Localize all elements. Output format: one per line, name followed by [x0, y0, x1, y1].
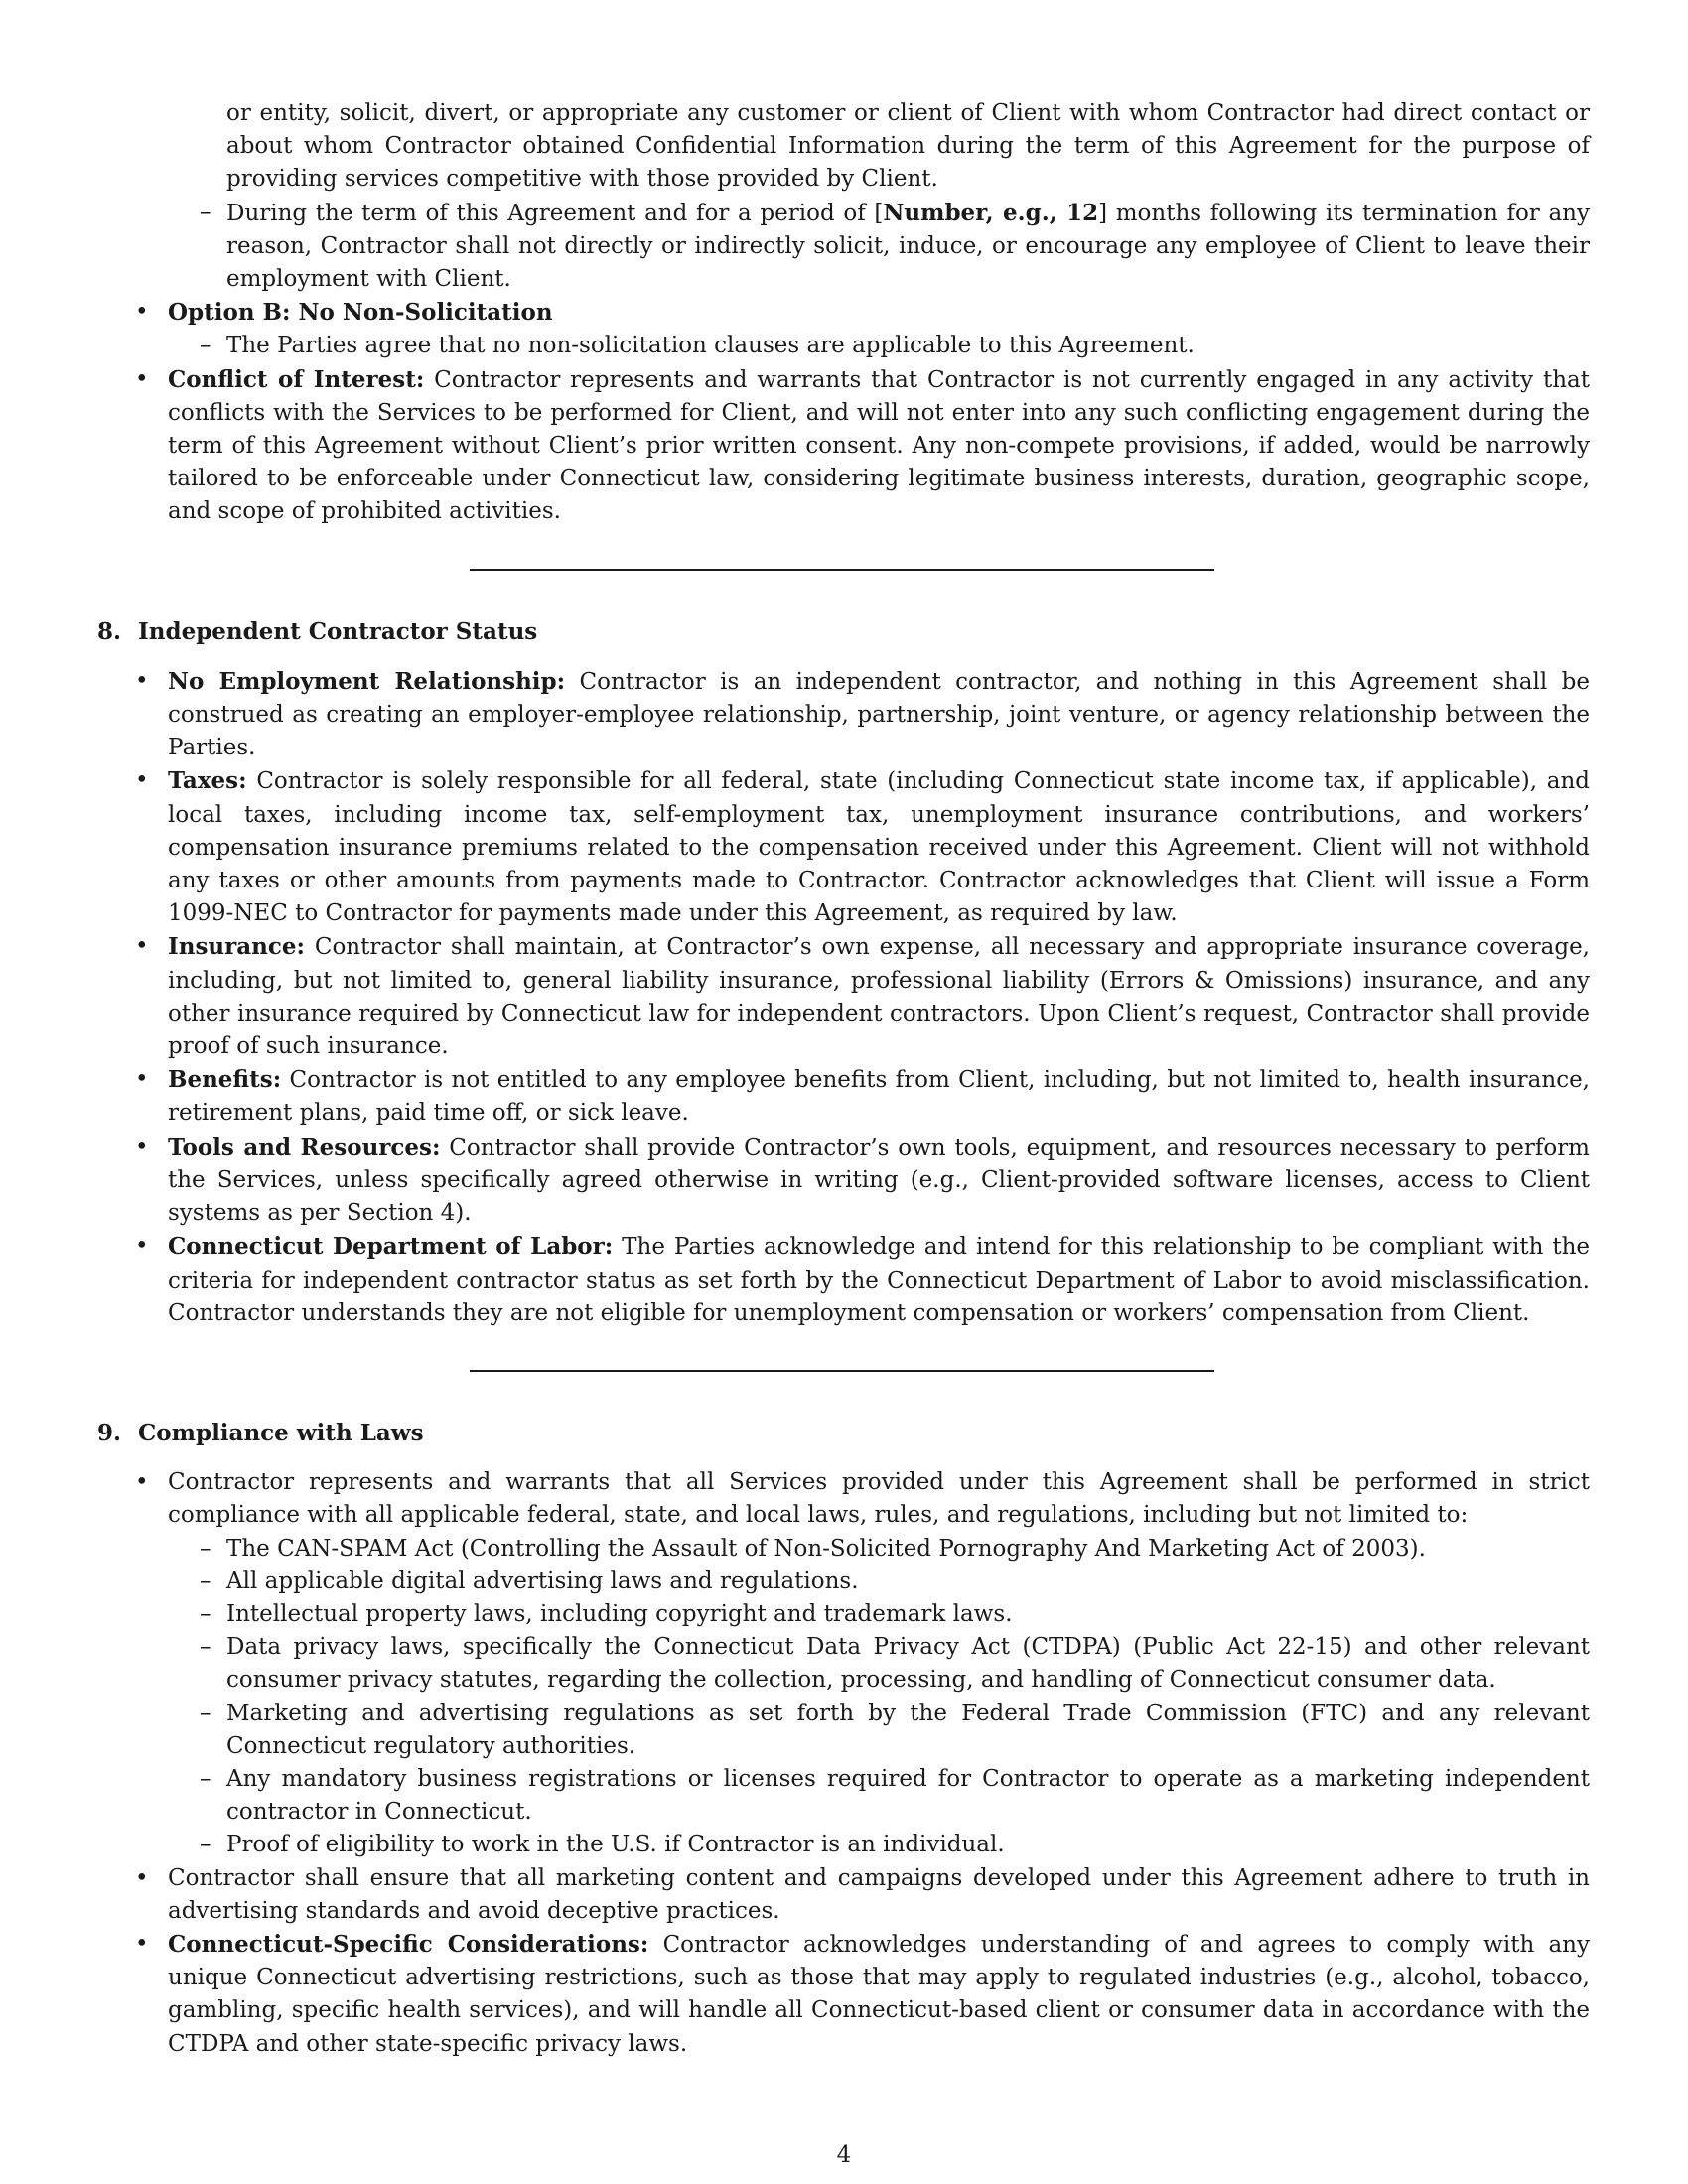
law-item: The CAN-SPAM Act (Controlling the Assault of Non-Solicited Pornography And Marketing Act of 2003). — [226, 1535, 1426, 1562]
list-item — [97, 1928, 1590, 2061]
item-label: Connecticut-Specific Considerations: — [168, 1930, 649, 1958]
conflict-label: Conflict of Interest: — [168, 365, 425, 393]
item-text: Contractor is not entitled to any employee benefits from Client, including, but not limited to, health insurance, retirement plans, paid time off, or sick leave. — [168, 1067, 1590, 1127]
list-item — [168, 1763, 1590, 1829]
list-item — [168, 1829, 1590, 1861]
list-item — [168, 1566, 1590, 1598]
list-item — [97, 1466, 1590, 1861]
employee-solicitation-months: Number, e.g., 12 — [883, 199, 1099, 226]
law-item: Intellectual property laws, including copyright and trademark laws. — [226, 1600, 1013, 1627]
section-8-list — [97, 665, 1590, 1330]
law-item: All applicable digital advertising laws and regulations. — [226, 1568, 859, 1594]
list-item — [168, 1533, 1590, 1566]
item-label: Insurance: — [168, 933, 306, 961]
list-item — [97, 1063, 1590, 1130]
list-item — [226, 197, 1590, 297]
list-item — [97, 930, 1590, 1063]
list-item — [168, 330, 1590, 362]
section-title: Independent Contractor Status — [138, 617, 538, 645]
list-item — [97, 1131, 1590, 1231]
section-8-heading — [97, 615, 1590, 648]
option-b-sublist — [168, 330, 1590, 362]
employee-solicitation-post: ] months following its termination for any reason, Contractor shall not directly or indirectly solicit, induce, or encourage any employee of Client to leave their employment with Client. — [226, 200, 1590, 293]
list-item — [97, 363, 1590, 529]
item-text: Contractor is solely responsible for all federal, state (including Connecticut state income tax, if applicable), and local taxes, including income tax, self-employment tax, unemployment insurance contributions, and workers’ compensation insurance premiums related to the compensation received under this Agreement. Client will not withhold any taxes or other amounts from payments made to Contractor. Contractor acknowledges that Client will issue a Form 1099-NEC to Contractor for payments made under this Agreement, as required by law. — [168, 768, 1590, 927]
section-number: 8. — [97, 617, 122, 645]
truth-in-advertising-text: Contractor shall ensure that all marketing content and campaigns developed under this Agreement adhere to truth in advertising standards and avoid deceptive practices. — [168, 1864, 1590, 1924]
conflict-text: Contractor represents and warrants that Contractor is not currently engaged in any activity that conflicts with the Services to be performed for Client, and will not enter into any such conflicting engagement during the term of this Agreement without Client’s prior written consent. Any non-compete provisions, if added, would be narrowly tailored to be enforceable under Connecticut law, considering legitimate business interests, duration, geographic scope, and scope of prohibited activities. — [168, 366, 1590, 525]
list-item — [97, 1862, 1590, 1928]
section7-tail-list — [97, 296, 1590, 528]
page-number: 4 — [836, 2142, 852, 2168]
non-solicitation-continuation — [226, 97, 1590, 296]
section-divider — [470, 1370, 1214, 1372]
option-b-text: The Parties agree that no non-solicitation clauses are applicable to this Agreement. — [226, 333, 1195, 359]
item-text: Contractor shall maintain, at Contractor’s own expense, all necessary and appropriate insurance coverage, including, but not limited to, general liability insurance, professional liability (Errors & Omissions) insurance, and any other insurance required by Connecticut law for independent contractors. Upon Client’s request, Contractor shall provide proof of such insurance. — [168, 934, 1590, 1060]
compliance-intro: Contractor represents and warrants that all Services provided under this Agreement shall be performed in strict compliance with all applicable federal, state, and local laws, rules, and regulations, including but not limited to: — [168, 1469, 1590, 1529]
item-label: Connecticut Department of Labor: — [168, 1233, 614, 1261]
section-9-list — [97, 1466, 1590, 2061]
option-b-label: Option B: No Non-Solicitation — [168, 299, 553, 327]
item-label: Tools and Resources: — [168, 1133, 441, 1160]
employee-solicitation-pre: During the term of this Agreement and for a period of [ — [226, 200, 884, 226]
list-item — [97, 1230, 1590, 1330]
section-number: 9. — [97, 1419, 122, 1446]
list-item — [97, 764, 1590, 930]
item-label: Taxes: — [168, 767, 247, 795]
item-text: Contractor shall provide Contractor’s own tools, equipment, and resources necessary to perform the Services, unless specifically agreed otherwise in writing (e.g., Client-provided software licenses, access to Client systems as per Section 4). — [168, 1134, 1590, 1227]
law-item: Marketing and advertising regulations as set forth by the Federal Trade Commission (FTC) and any relevant Connecticut regulatory authorities. — [226, 1700, 1590, 1759]
list-item — [168, 1631, 1590, 1697]
list-item — [97, 665, 1590, 765]
list-item — [226, 97, 1590, 197]
law-item: Data privacy laws, specifically the Connecticut Data Privacy Act (CTDPA) (Public Act 22-15) and other relevant consumer privacy statutes, regarding the collection, processing, and handling of Connecticut consumer data. — [226, 1634, 1590, 1694]
law-item: Any mandatory business registrations or licenses required for Contractor to operate as a marketing independent contractor in Connecticut. — [226, 1765, 1590, 1826]
item-text: The Parties acknowledge and intend for this relationship to be compliant with the criteria for independent contractor status as set forth by the Connecticut Department of Labor to avoid misclassification. Contractor understands they are not eligible for unemployment compensation or workers’ compensation from Client. — [168, 1234, 1590, 1326]
item-label: No Employment Relationship: — [168, 667, 566, 695]
section-9-heading — [97, 1417, 1590, 1449]
laws-sublist — [168, 1533, 1590, 1862]
list-item — [97, 296, 1590, 362]
page-content — [97, 97, 1590, 2061]
section-title: Compliance with Laws — [138, 1419, 424, 1446]
client-solicitation-continuation: or entity, solicit, divert, or appropriate any customer or client of Client with whom Contractor had direct contact or about whom Contractor obtained Confidential Information during the term of this Agreement for the purpose of providing services competitive with those provided by Client. — [226, 100, 1590, 193]
item-label: Benefits: — [168, 1066, 282, 1094]
list-item — [168, 1698, 1590, 1763]
item-text: Contractor is an independent contractor, and nothing in this Agreement shall be construed as creating an employer-employee relationship, partnership, joint venture, or agency relationship between the Parties. — [168, 668, 1590, 761]
law-item: Proof of eligibility to work in the U.S. if Contractor is an individual. — [226, 1832, 1005, 1858]
list-item — [168, 1598, 1590, 1631]
option-a-sublist — [226, 97, 1590, 296]
section-divider — [470, 569, 1214, 571]
item-text: Contractor acknowledges understanding of and agrees to comply with any unique Connecticut advertising restrictions, such as those that may apply to regulated industries (e.g., alcohol, tobacco, gambling, specific health services), and will handle all Connecticut-based client or consumer data in accordance with the CTDPA and other state-specific privacy laws. — [168, 1931, 1590, 2057]
